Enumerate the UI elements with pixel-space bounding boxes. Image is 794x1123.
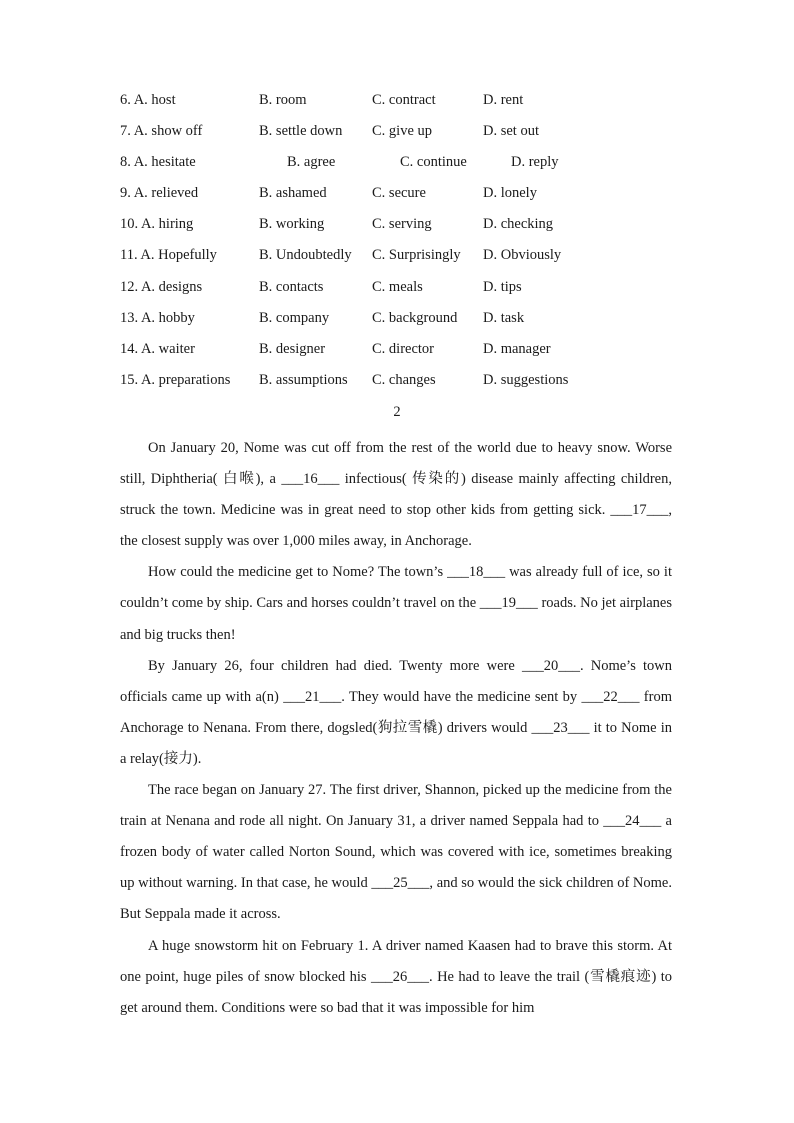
option-row-8: [0, 152, 794, 172]
option-a: 9. A. relieved: [120, 185, 199, 201]
option-c: C. background: [372, 310, 458, 326]
option-b: B. ashamed: [259, 185, 327, 201]
option-row-11: [0, 245, 794, 265]
option-row-6: [0, 90, 794, 110]
option-a: 6. A. host: [120, 92, 176, 108]
option-c: C. Surprisingly: [372, 247, 461, 263]
option-a: 8. A. hesitate: [120, 154, 196, 170]
option-c: C. give up: [372, 123, 433, 139]
option-b: B. settle down: [259, 123, 343, 139]
option-c: C. changes: [372, 372, 436, 388]
option-a: 14. A. waiter: [120, 341, 195, 357]
option-b: B. designer: [259, 341, 326, 357]
passage: [120, 433, 672, 1024]
option-c: C. serving: [372, 216, 432, 232]
passage-paragraph-2: How could the medicine get to Nome? The town’s ___18___ was already full of ice, so it couldn’t come by ship. Cars and horses couldn’t travel on the ___19___ roads. No jet airplanes and big trucks then!: [120, 564, 672, 643]
option-c: C. secure: [372, 185, 426, 201]
option-a: 11. A. Hopefully: [120, 247, 217, 263]
option-a: 13. A. hobby: [120, 310, 195, 326]
option-d: D. checking: [483, 216, 554, 232]
option-row-14: [0, 339, 794, 359]
option-d: D. lonely: [483, 185, 537, 201]
option-b: B. company: [259, 310, 330, 326]
passage-paragraph-5: A huge snowstorm hit on February 1. A driver named Kaasen had to brave this storm. At one point, huge piles of snow blocked his ___26___. He had to leave the trail (雪橇痕迹) to get around them. Conditions were so bad that it was impossible for him: [120, 937, 672, 1016]
option-d: D. set out: [483, 123, 539, 139]
option-b: B. assumptions: [259, 372, 348, 388]
section-number: 2: [393, 404, 401, 420]
option-row-13: [0, 308, 794, 328]
option-d: D. rent: [483, 92, 524, 108]
passage-paragraph-4: The race began on January 27. The first driver, Shannon, picked up the medicine from the train at Nenana and rode all night. On January 31, a driver named Seppala had to ___24___ a frozen body of water called Norton Sound, which was covered with ice, sometimes breaking up without warning. In that case, he would ___25___, and so would the sick children of Nome. But Seppala made it across.: [120, 782, 672, 923]
option-c: C. meals: [372, 279, 423, 295]
option-c: C. continue: [400, 154, 467, 170]
option-b: B. room: [259, 92, 307, 108]
option-d: D. manager: [483, 341, 551, 357]
option-d: D. tips: [483, 279, 522, 295]
option-row-15: [0, 370, 794, 390]
option-row-7: [0, 121, 794, 141]
option-row-12: [0, 277, 794, 297]
option-b: B. working: [259, 216, 325, 232]
option-b: B. agree: [287, 154, 336, 170]
option-b: B. contacts: [259, 279, 324, 295]
option-row-9: [0, 183, 794, 203]
option-a: 12. A. designs: [120, 279, 203, 295]
option-d: D. reply: [511, 154, 559, 170]
option-d: D. task: [483, 310, 525, 326]
option-d: D. suggestions: [483, 372, 569, 388]
option-a: 15. A. preparations: [120, 372, 231, 388]
passage-paragraph-1: On January 20, Nome was cut off from the rest of the world due to heavy snow. Worse still, Diphtheria( 白喉), a ___16___ infectious( 传染的) disease mainly affecting children, struck the town. Medicine was in great need to stop other kids from getting sick. ___17___, the closest supply was over 1,000 miles away, in Anchorage.: [120, 440, 672, 550]
option-d: D. Obviously: [483, 247, 562, 263]
option-c: C. contract: [372, 92, 436, 108]
passage-paragraph-3: By January 26, four children had died. Twenty more were ___20___. Nome’s town officials came up with a(n) ___21___. They would have the medicine sent by ___22___ from Anchorage to Nenana. From there, dogsled(狗拉雪橇) drivers would ___23___ it to Nome in a relay(接力).: [120, 657, 672, 767]
option-a: 10. A. hiring: [120, 216, 194, 232]
option-b: B. Undoubtedly: [259, 247, 352, 263]
option-c: C. director: [372, 341, 435, 357]
option-row-10: [0, 214, 794, 234]
option-a: 7. A. show off: [120, 123, 203, 139]
